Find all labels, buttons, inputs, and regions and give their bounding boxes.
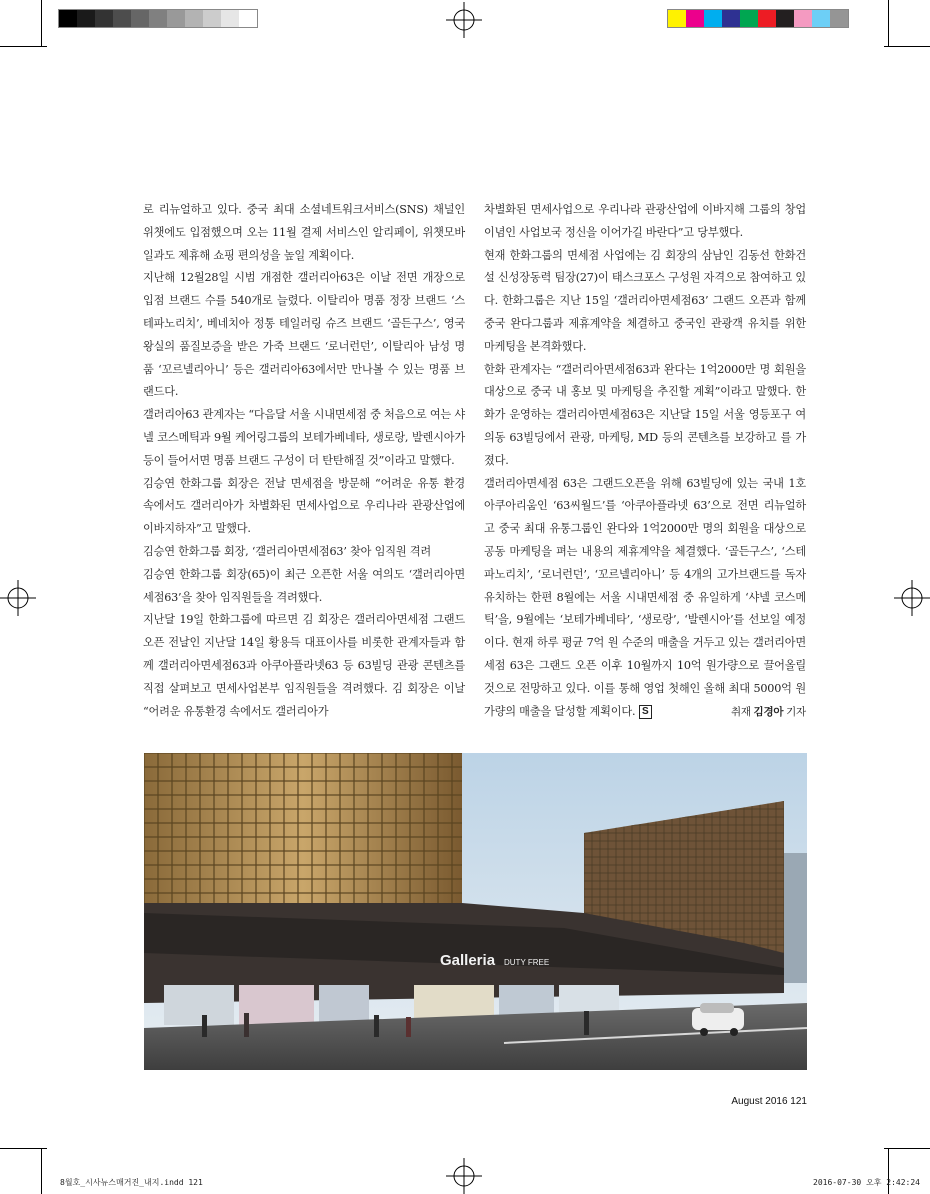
color-swatch	[686, 10, 704, 27]
paragraph: 로 리뉴얼하고 있다. 중국 최대 소셜네트워크서비스(SNS) 채널인 위챗에도 입점했으며 오는 11월 결제 서비스인 알리페이, 위챗모바일과도 제휴해 쇼핑 편의성을 높일 계획이다.	[143, 203, 465, 262]
timestamp-slug: 2016-07-30 오후 2:42:24	[813, 1178, 920, 1187]
color-swatch	[668, 10, 686, 27]
crop-mark	[41, 1148, 42, 1194]
process-color-bar	[667, 9, 849, 28]
building-photo	[144, 753, 807, 1070]
color-swatch	[239, 10, 257, 27]
paragraph	[484, 473, 806, 724]
byline	[731, 701, 806, 724]
crop-mark	[884, 46, 930, 47]
color-swatch	[59, 10, 77, 27]
registration-mark-icon	[446, 2, 482, 38]
paragraph: 갤러리아63 관계자는 “다음달 서울 시내면세점 중 처음으로 여는 샤넬 코스메틱과 9월 케어링그룹의 보테가베네타, 생로랑, 발렌시아가 등이 들어서면 명품 브랜드 구성이 더 탄탄해질 것”이라고 말했다.	[143, 408, 465, 467]
color-swatch	[77, 10, 95, 27]
page-number: August 2016 121	[731, 1096, 807, 1107]
paragraph: 차별화된 면세사업으로 우리나라 관광산업에 이바지해 그룹의 창업이념인 사업보국 정신을 이어가길 바란다”고 당부했다.	[484, 203, 806, 239]
color-swatch	[794, 10, 812, 27]
byline-suffix: 기자	[786, 705, 806, 718]
crop-mark	[0, 1148, 47, 1149]
color-swatch	[203, 10, 221, 27]
color-swatch	[776, 10, 794, 27]
paragraph: 김승연 한화그룹 회장(65)이 최근 오픈한 서울 여의도 ‘갤러리아면세점63’을 찾아 임직원들을 격려했다.	[143, 567, 465, 604]
paragraph: 지난해 12월28일 시범 개점한 갤러리아63은 이날 전면 개장으로 입점 브랜드 수를 540개로 늘렸다. 이탈리아 명품 정장 브랜드 ‘스테파노리치’, 베네치아 정통 테일러링 슈즈 브랜드 ‘골든구스’, 영국 왕실의 품질보증을 받은 가죽 브랜드 ‘로너런던’, 이탈리아 남성 명품 ‘꼬르넬리아니’ 등은 갤러리아63에서만 만나볼 수 있는 명품 브랜드다.	[143, 271, 465, 399]
crop-mark	[0, 46, 47, 47]
article-column-left	[143, 199, 465, 723]
color-swatch	[185, 10, 203, 27]
paragraph-text: 갤러리아면세점 63은 그랜드오픈을 위해 63빌딩에 있는 국내 1호 아쿠아리움인 ‘63씨월드’를 ‘아쿠아플라넷 63’으로 전면 리뉴얼하고 중국 최대 유통그룹인 완다와 1억2000만 명의 회원을 대상으로 공동 마케팅을 펴는 내용의 제휴계약을 체결했다. ‘골든구스’, ‘스테파노리치’, ‘로너런던’, ‘꼬르넬리아니’ 등 4개의 고가브랜드를 독자 유치하는 한편 8월에는 서울 시내면세점 중 유일하게 ‘샤넬 코스메틱’을, 9월에는 ‘보테가베네타’, ‘생로랑’, ‘발렌시아’를 선보일 예정이다. 현재 하루 평균 7억 원 수준의 매출을 거두고 있는 갤러리아면세점 63은 그랜드 오픈 이후 10월까지 10억 원가량으로 끌어올릴 것으로 전망하고 있다. 이를 통해 영업 첫해인 올해 최대 5000억 원 가량의 매출을 달성할 계획이다.	[484, 476, 806, 718]
crop-mark	[41, 0, 42, 47]
color-swatch	[221, 10, 239, 27]
registration-mark-icon	[446, 1158, 482, 1194]
crop-mark	[888, 0, 889, 47]
color-swatch	[167, 10, 185, 27]
paragraph: 현재 한화그룹의 면세점 사업에는 김 회장의 삼남인 김동선 한화건설 신성장동력 팀장(27)이 태스크포스 구성원 자격으로 참여하고 있다. 한화그룹은 지난 15일 ‘갤러리아면세점63’ 그랜드 오픈과 함께 중국 완다그룹과 제휴계약을 체결하고 중국인 관광객 유치를 위한 마케팅을 본격화했다.	[484, 248, 806, 353]
paragraph: 지난달 19일 한화그룹에 따르면 김 회장은 갤러리아면세점 그랜드 오픈 전날인 지난달 14일 황용득 대표이사를 비롯한 관계자들과 함께 갤러리아면세점63과 아쿠아플라넷63 등 63빌딩 관광 콘텐츠를 직접 살펴보고 면세사업본부 임직원들을 격려했다. 김 회장은 이날 “어려운 유통환경 속에서도 갤러리아가	[143, 613, 465, 718]
color-swatch	[95, 10, 113, 27]
end-mark-icon: S	[639, 705, 652, 719]
color-swatch	[722, 10, 740, 27]
byline-prefix: 취재	[730, 705, 751, 718]
color-swatch	[758, 10, 776, 27]
subheading: 김승연 한화그룹 회장, ‘갤러리아면세점63’ 찾아 임직원 격려	[143, 544, 432, 558]
grayscale-color-bar	[58, 9, 258, 28]
paragraph: 김승연 한화그룹 회장은 전날 면세점을 방문해 “어려운 유통 환경 속에서도 갤러리아가 차별화된 면세사업으로 우리나라 관광산업에 이바지하자”고 말했다.	[143, 476, 465, 536]
registration-mark-icon	[894, 580, 930, 616]
crop-mark	[884, 1148, 930, 1149]
store-sign-sub: DUTY FREE	[504, 958, 550, 967]
color-swatch	[113, 10, 131, 27]
file-slug: 8월호_시사뉴스매거진_내지.indd 121	[60, 1178, 203, 1187]
color-swatch	[740, 10, 758, 27]
color-swatch	[131, 10, 149, 27]
reporter-name: 김경아	[753, 705, 784, 718]
color-swatch	[704, 10, 722, 27]
paragraph: 한화 관계자는 “갤러리아면세점63과 완다는 1억2000만 명 회원을 대상으로 중국 내 홍보 및 마케팅을 추진할 계획”이라고 말했다. 한화가 운영하는 갤러리아면세점63은 지난달 15일 서울 영등포구 여의동 63빌딩에서 관광, 마케팅, MD 등의 콘텐츠를 보강하고 를 가졌다.	[484, 362, 806, 467]
registration-mark-icon	[0, 580, 36, 616]
color-swatch	[812, 10, 830, 27]
building-illustration	[144, 753, 807, 1070]
article-column-right	[484, 199, 806, 723]
color-swatch	[149, 10, 167, 27]
store-sign: Galleria	[440, 952, 496, 969]
color-swatch	[830, 10, 848, 27]
